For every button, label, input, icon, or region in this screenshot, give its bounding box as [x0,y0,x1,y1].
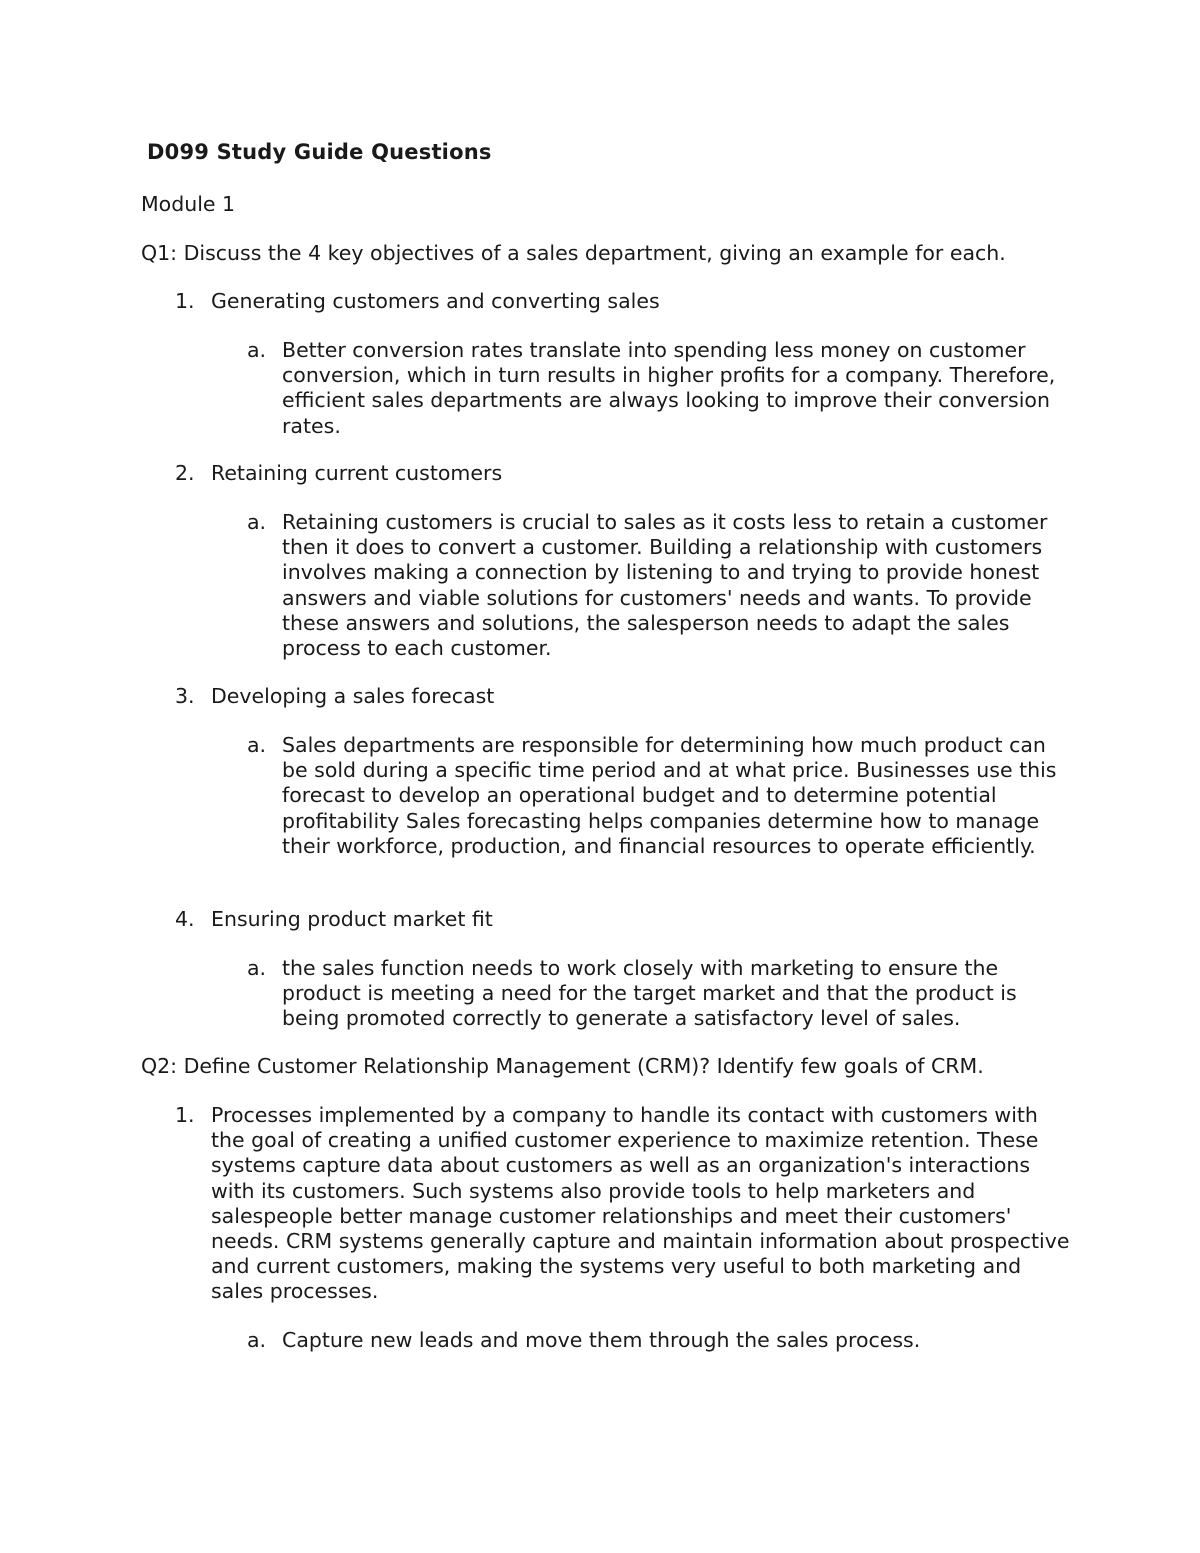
q1-item-2-sub-letter: a. [247,510,267,534]
q1-item-3-sub-letter: a. [247,733,267,757]
q1-question: Q1: Discuss the 4 key objectives of a sales department, giving an example for each. [141,241,1006,265]
q1-item-2-number: 2. [175,461,195,485]
q1-item-4-text: Ensuring product market fit [211,907,493,931]
q1-item-2-text: Retaining current customers [211,461,503,485]
q1-item-4-sub-text: the sales function needs to work closely with marketing to ensure the product is meeting a need for the target market and that the product is being promoted correctly to generate a satisfactory level of sales. [282,956,1017,1031]
q1-item-1-number: 1. [175,289,195,313]
q2-item-1-sub-letter: a. [247,1328,267,1352]
document-title: D099 Study Guide Questions [147,140,492,164]
q1-item-3-sub-text: Sales departments are responsible for determining how much product can be sold during a specific time period and at what price. Businesses use this forecast to develop an operational budget and to determine potential profitability Sales forecasting helps companies determine how to manage their workforce, production, and financial resources to operate efficiently. [282,733,1057,858]
q2-item-1-number: 1. [175,1103,195,1127]
q1-item-2-sub-text: Retaining customers is crucial to sales as it costs less to retain a customer then it does to convert a customer. Building a relationship with customers involves making a connection by listening to and trying to provide honest answers and viable solutions for customers' needs and wants. To provide these answers and solutions, the salesperson needs to adapt the sales process to each customer. [282,510,1048,661]
q2-item-1-text: Processes implemented by a company to handle its contact with customers with the goal of creating a unified customer experience to maximize retention. These systems capture data about customers as well as an organization's interactions with its customers. Such systems also provide tools to help marketers and salespeople better manage customer relationships and meet their customers' needs. CRM systems generally capture and maintain information about prospective and current customers, making the systems very useful to both marketing and sales processes. [211,1103,1070,1304]
q1-item-4-number: 4. [175,907,195,931]
module-heading: Module 1 [141,192,236,216]
q2-question: Q2: Define Customer Relationship Management (CRM)? Identify few goals of CRM. [141,1054,984,1078]
q1-item-1-sub-text: Better conversion rates translate into spending less money on customer conversion, which in turn results in higher profits for a company. Therefore, efficient sales departments are always looking to improve their conversion rates. [282,338,1056,438]
q1-item-3-number: 3. [175,684,195,708]
q2-item-1-sub-text: Capture new leads and move them through the sales process. [282,1328,921,1352]
q1-item-4-sub-letter: a. [247,956,267,980]
q1-item-3-text: Developing a sales forecast [211,684,495,708]
q1-item-1-text: Generating customers and converting sales [211,289,660,313]
q1-item-1-sub-letter: a. [247,338,267,362]
